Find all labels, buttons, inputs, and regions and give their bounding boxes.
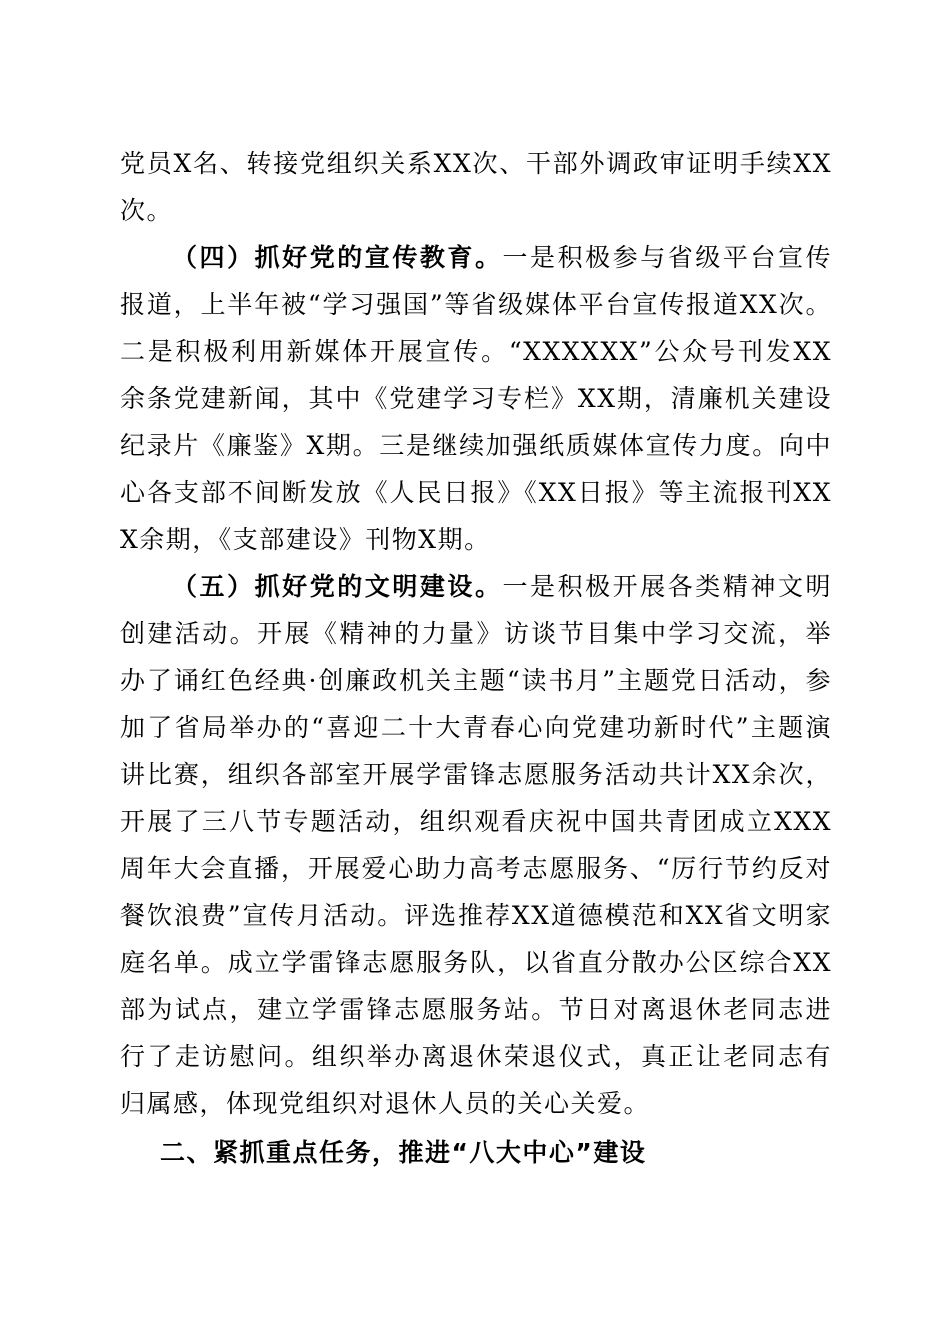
paragraph-text: 党员X名、转接党组织关系XX次、干部外调政审证明手续XX次。 (120, 149, 832, 225)
paragraph-text: 一是积极开展各类精神文明创建活动。开展《精神的力量》访谈节目集中学习交流，举办了诵红色经典·创廉政机关主题“读书月”主题党日活动，参加了省局举办的“喜迎二十大青春心向党建功新时代”主题演讲比赛，组织各部室开展学雷锋志愿服务活动共计XX余次，开展了三八节专题活动，组织观看庆祝中国共青团成立XXX周年大会直播，开展爱心助力高考志愿服务、“厉行节约反对餐饮浪费”宣传月活动。评选推荐XX道德模范和XX省文明家庭名单。成立学雷锋志愿服务队，以省直分散办公区综合XX部为试点，建立学雷锋志愿服务站。节日对离退休老同志进行了走访慰问。组织举办离退休荣退仪式，真正让老同志有归属感，体现党组织对退休人员的关心关爱。 (120, 572, 832, 1118)
document-body (120, 140, 832, 1176)
section-heading: 二、紧抓重点任务，推进“八大中心”建设 (160, 1138, 647, 1167)
paragraph-lead: （四）抓好党的宣传教育。 (172, 243, 503, 272)
paragraph-continuation (120, 140, 832, 234)
paragraph-civilization-building (120, 563, 832, 1127)
paragraph-text: 一是积极参与省级平台宣传报道，上半年被“学习强国”等省级媒体平台宣传报道XX次。二是积极利用新媒体开展宣传。“XXXXXX”公众号刊发XX余条党建新闻，其中《党建学习专栏》XX期，清廉机关建设纪录片《廉鉴》X期。三是继续加强纸质媒体宣传力度。向中心各支部不间断发放《人民日报》《XX日报》等主流报刊XXX余期，《支部建设》刊物X期。 (120, 243, 832, 554)
paragraph-publicity-education (120, 234, 832, 563)
paragraph-lead: （五）抓好党的文明建设。 (172, 572, 503, 601)
